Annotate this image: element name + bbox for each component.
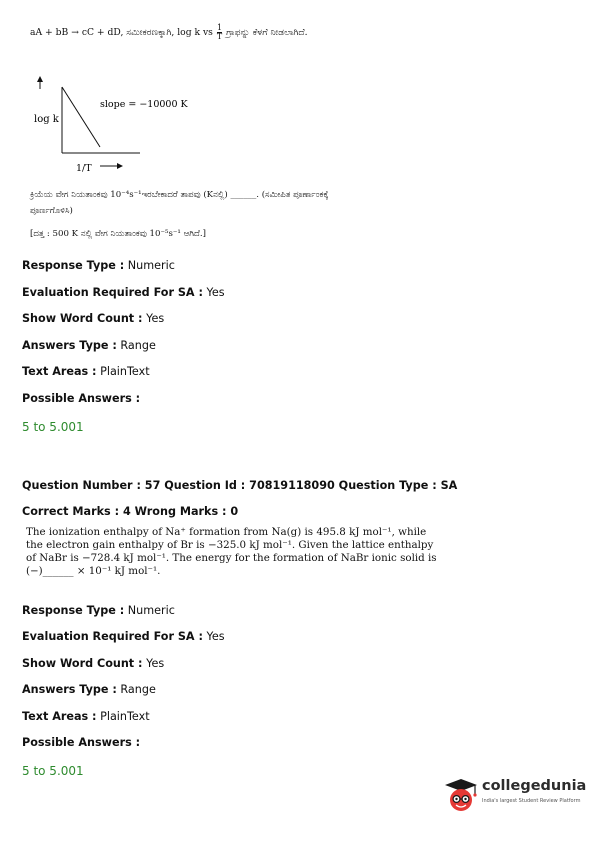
q2-answers-type	[22, 683, 156, 696]
label: Show Word Count :	[22, 312, 143, 325]
q2-header	[22, 479, 457, 492]
q2-para-line4: (−)______ × 10⁻¹ kJ mol⁻¹.	[26, 565, 161, 577]
q1-eval-required	[22, 286, 225, 299]
label: Evaluation Required For SA :	[22, 630, 203, 643]
value: PlainText	[100, 365, 150, 378]
q2-para-line2: the electron gain enthalpy of Br is −325.0 kJ mol⁻¹. Given the lattice enthalpy	[26, 539, 434, 551]
q2-possible-answers-label	[22, 736, 140, 749]
q1-possible-answers-label	[22, 392, 140, 405]
q2-eval-required	[22, 630, 225, 643]
q1-fraction	[217, 24, 222, 41]
slope-line	[62, 87, 100, 147]
q2-para-line3: of NaBr is −728.4 kJ mol⁻¹. The energy for the formation of NaBr ionic solid is	[26, 552, 437, 564]
q1-graph	[20, 75, 210, 185]
label: Possible Answers :	[22, 392, 141, 405]
q2-paragraph	[26, 526, 456, 578]
value: Yes	[146, 312, 165, 325]
value: PlainText	[100, 710, 150, 723]
graph-slope-label: slope = −10000 K	[100, 99, 188, 110]
value: Yes	[206, 630, 225, 643]
q1-reaction-line	[30, 24, 308, 41]
graph-ylabel: log k	[34, 114, 59, 125]
graph-xlabel: 1/T	[76, 163, 92, 174]
label: Answers Type :	[22, 339, 117, 352]
q1-given: [ದತ್ತ : 500 K ನಲ್ಲಿ ವೇಗ ನಿಯತಾಂಕವು 10⁻⁵s⁻¹ ಆಗಿದೆ.]	[30, 229, 206, 239]
q2-show-word-count	[22, 657, 164, 670]
value: Range	[120, 339, 156, 352]
logo-tagline: India's largest Student Review Platform	[482, 798, 581, 804]
logo-name: collegedunia	[482, 778, 587, 794]
value: Range	[120, 683, 156, 696]
mascot-icon	[442, 776, 480, 814]
label: Text Areas :	[22, 365, 97, 378]
value: Numeric	[127, 604, 175, 617]
q2-para-line1: The ionization enthalpy of Na⁺ formation from Na(g) is 495.8 kJ mol⁻¹, while	[26, 526, 427, 538]
q1-response-type	[22, 259, 175, 272]
value: Yes	[146, 657, 165, 670]
q1-fraction-num: 1	[216, 23, 223, 32]
q2-possible-answers: 5 to 5.001	[22, 764, 84, 778]
q2-response-type	[22, 604, 175, 617]
x-arrow-head	[117, 163, 123, 169]
q1-show-word-count	[22, 312, 164, 325]
label: Text Areas :	[22, 710, 97, 723]
marks-text: Correct Marks : 4 Wrong Marks : 0	[22, 505, 239, 518]
header-text: Question Number : 57 Question Id : 70819118090 Question Type : SA	[22, 479, 458, 492]
y-arrow-head	[37, 76, 43, 82]
label: Possible Answers :	[22, 736, 141, 749]
q2-marks	[22, 505, 238, 518]
label: Show Word Count :	[22, 657, 143, 670]
q1-question-line1: ಕ್ರಿಯೆಯ ವೇಗ ನಿಯತಾಂಕವು 10⁻⁴s⁻¹ಇರಬೇಕಾದರೆ ತಾಪವು (Kನಲ್ಲಿ) ______. (ಸಮೀಪಿತ ಪೂರ್ಣಾಂಕಕ್ಕೆ	[30, 190, 329, 200]
q1-reaction-suffix: ಗ್ರಾಫನ್ನು ಕೆಳಗೆ ನೀಡಲಾಗಿದೆ.	[226, 27, 308, 38]
q1-fraction-den: T	[216, 32, 223, 41]
value: Yes	[206, 286, 225, 299]
q1-question-line2: ಪೂರ್ಣಗೊಳಿಸಿ)	[30, 206, 73, 216]
value: Numeric	[127, 259, 175, 272]
q1-text-areas	[22, 365, 150, 378]
collegedunia-logo[interactable]	[442, 776, 592, 816]
label: Response Type :	[22, 604, 125, 617]
label: Evaluation Required For SA :	[22, 286, 203, 299]
q1-reaction-prefix: aA + bB → cC + dD, ಸಮೀಕರಣಕ್ಕಾಗಿ, log k vs	[30, 27, 213, 38]
q1-possible-answers: 5 to 5.001	[22, 420, 84, 434]
q2-text-areas	[22, 710, 150, 723]
label: Answers Type :	[22, 683, 117, 696]
q1-answers-type	[22, 339, 156, 352]
label: Response Type :	[22, 259, 125, 272]
